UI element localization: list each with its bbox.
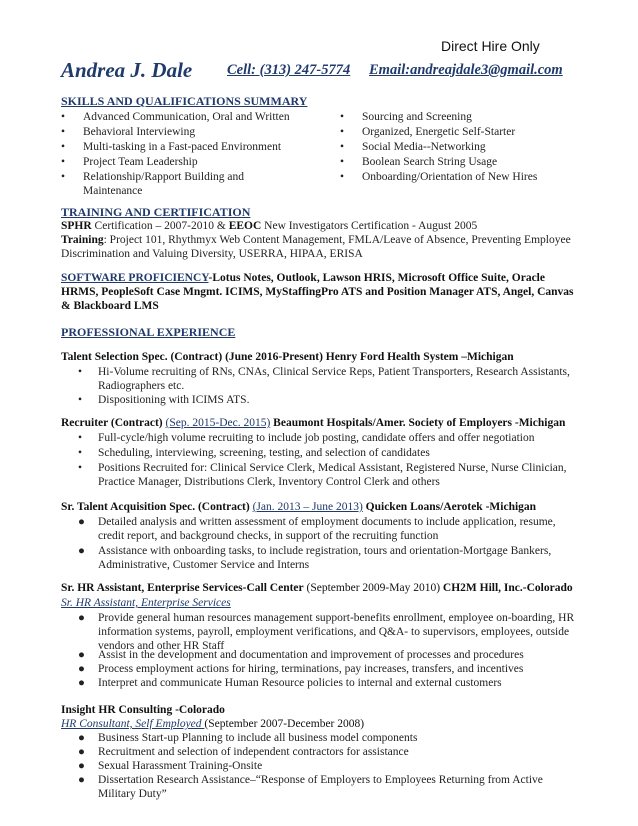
cell-phone[interactable]: Cell: (313) 247-5774 (227, 62, 351, 78)
job-title: Sr. Talent Acquisition Spec. (Contract) (Jan. 2013 – June 2013) Quicken Loans/Aerotek -Michigan (61, 501, 537, 513)
resume-page: Direct Hire Only Andrea J. Dale Cell: (313) 247-5774 Email:andreajdale3@gmail.com SKILLS AND QUALIFICATIONS SUMMARY • Advanced Communication, Oral and Written • Behavioral Interviewing • Multi-tasking in a Fast-paced Environment • Project Team Leadership • Relationship/Rapport Building and Maintenance • Sourcing and Screening • Organized, Energetic Self-Starter • Social Media--Networking • Boolean Search String Usage • Onboarding/Orientation of New Hires TRAINING AND CERTIFICATION SPHR Certification – 2007-2010 & EEOC New Investigators Certification - August 2005 Training: Project 101, Rhythmyx Web Content Management, FMLA/Leave of Absence, Preventing Employee Discrimination and Valuing Diversity, USERRA, HIPAA, ERISA SOFTWARE PROFICIENCY-Lotus Notes, Outlook, Lawson HRIS, Microsoft Office Suite, Oracle HRMS, PeopleSoft Case Mngmt. ICIMS, MyStaffingPro ATS and Position Manager ATS, Angel, Canvas & Blackboard LMS PROFESSIONAL EXPERIENCE Talent Selection Spec. (Contract) (June 2016-Present) Henry Ford Health System –Michigan • Hi-Volume recruiting of RNs, CNAs, Clinical Service Reps, Patient Transporters, Research Assistants, Radiographers etc. • Dispositioning with ICIMS ATS. Recruiter (Contract) (Sep. 2015-Dec. 2015) Beaumont Hospitals/Amer. Society of Employers -Michigan • Full-cycle/high volume recruiting to include job posting, candidate offers and offer negotiation • Scheduling, interviewing, screening, testing, and selection of candidates • Positions Recruited for: Clinical Service Clerk, Medical Assistant, Registered Nurse, Nurse Clinician, Practice Manager, Distributions Clerk, Inventory Control Clerk and others Sr. Talent Acquisition Spec. (Contract) (Jan. 2013 – June 2013) Quicken Loans/Aerotek -Michigan ● Detailed analysis and written assessment of employment documents to include application, resume, credit report, and background checks, in support of the recruiting function ● Assistance with onboarding tasks, to include registration, tours and orientation-Mortgage Bankers, Administrative, Customer Service and Interns Sr. HR Assistant, Enterprise Services-Call Center (September 2009-May 2010) CH2M Hill, Inc.-Colorado Sr. HR Assistant, Enterprise Services ● Provide general human resources management support-benefits enrollment, employee on-boarding, HR information systems, payroll, employment verifications, and Q&A- to supervisors, employees, outside vendors and other HR Staff ● Assist in the development and documentation and improvement of processes and procedures ● Process employment actions for hiring, terminations, pay increases, transfers, and incentives ● Interpret and communicate Human Resource policies to internal and external customers Insight HR Consulting -Colorado HR Consultant, Self Employed (September 2007-December 2008) ● Business Start-up Planning to include all business model components ● Recruitment and selection of independent contractors for assistance ● Sexual Harassment Training-Onsite ● Dissertation Research Assistance–“Response of Employers to Employees Returning from Active Military Duty” (0, 0, 638, 826)
job-title: Recruiter (Contract) (Sep. 2015-Dec. 2015) Beaumont Hospitals/Amer. Society of Employers -Michigan (61, 417, 566, 429)
job-title: Talent Selection Spec. (Contract) (June 2016-Present) Henry Ford Health System –Michigan (61, 351, 514, 363)
certification-line: SPHR Certification – 2007-2010 & EEOC New Investigators Certification - August 2005 (61, 220, 478, 232)
training-line: Training: Project 101, Rhythmyx Web Content Management, FMLA/Leave of Absence, Preventing Employee Discrimination and Valuing Diversity, USERRA, HIPAA, ERISA (61, 234, 571, 260)
job-subtitle: HR Consultant, Self Employed (September 2007-December 2008) (61, 718, 365, 730)
direct-hire-note: Direct Hire Only (441, 38, 540, 54)
training-heading: TRAINING AND CERTIFICATION (61, 205, 251, 219)
job-title: Insight HR Consulting -Colorado (61, 704, 225, 716)
skills-heading: SKILLS AND QUALIFICATIONS SUMMARY (61, 94, 308, 108)
contact-header (61, 58, 621, 84)
job-subtitle: Sr. HR Assistant, Enterprise Services (61, 597, 231, 609)
experience-heading: PROFESSIONAL EXPERIENCE (61, 325, 236, 339)
skill-item: • Relationship/Rapport Building and Maintenance (61, 171, 244, 197)
email-link[interactable]: Email:andreajdale3@gmail.com (369, 62, 563, 78)
job-title: Sr. HR Assistant, Enterprise Services-Call Center (September 2009-May 2010) CH2M Hill, Inc.-Colorado (61, 582, 573, 594)
software-proficiency: SOFTWARE PROFICIENCY-Lotus Notes, Outlook, Lawson HRIS, Microsoft Office Suite, Oracle HRMS, PeopleSoft Case Mngmt. ICIMS, MyStaffingPro ATS and Position Manager ATS, Angel, Canvas & Blackboard LMS (61, 272, 574, 312)
candidate-name: Andrea J. Dale (61, 58, 193, 82)
